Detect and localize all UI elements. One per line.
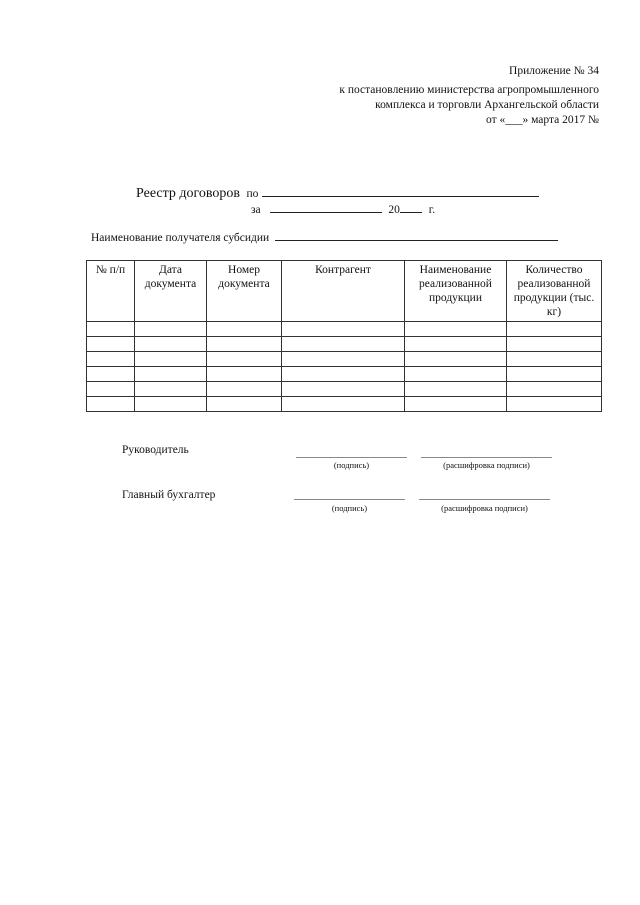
table-cell[interactable] bbox=[507, 367, 602, 382]
recipient-field[interactable] bbox=[275, 240, 558, 241]
table-row bbox=[87, 367, 602, 382]
table-cell[interactable] bbox=[282, 382, 405, 397]
registry-po-label: по bbox=[246, 188, 259, 200]
col-date-header: Дата документа bbox=[135, 261, 207, 322]
period-za-label: за bbox=[251, 204, 261, 216]
table-cell[interactable] bbox=[87, 322, 135, 337]
table-cell[interactable] bbox=[282, 367, 405, 382]
table-cell[interactable] bbox=[282, 337, 405, 352]
registry-title-row bbox=[136, 186, 539, 202]
head-decoding-line[interactable] bbox=[421, 457, 552, 458]
resolution-reference-line2: комплекса и торговли Архангельской области bbox=[375, 99, 599, 111]
col-product-name-header: Наименование реализованной продукции bbox=[405, 261, 507, 322]
col-doc-number-header: Номер документа bbox=[207, 261, 282, 322]
col-quantity-header: Количество реализованной продукции (тыс. кг) bbox=[507, 261, 602, 322]
table-cell[interactable] bbox=[507, 382, 602, 397]
year-field[interactable] bbox=[400, 212, 422, 213]
table-row bbox=[87, 322, 602, 337]
table-cell[interactable] bbox=[135, 337, 207, 352]
table-cell[interactable] bbox=[282, 352, 405, 367]
table-cell[interactable] bbox=[135, 352, 207, 367]
appendix-number: Приложение № 34 bbox=[509, 65, 599, 77]
resolution-reference-line1: к постановлению министерства агропромышленного bbox=[339, 84, 599, 96]
table-row bbox=[87, 382, 602, 397]
table-cell[interactable] bbox=[405, 322, 507, 337]
table-cell[interactable] bbox=[405, 382, 507, 397]
table-cell[interactable] bbox=[507, 322, 602, 337]
col-counterparty-header: Контрагент bbox=[282, 261, 405, 322]
table-cell[interactable] bbox=[207, 382, 282, 397]
registry-title: Реестр договоров bbox=[136, 186, 241, 201]
head-label: Руководитель bbox=[122, 444, 189, 456]
table-cell[interactable] bbox=[207, 322, 282, 337]
table-cell[interactable] bbox=[135, 397, 207, 412]
chief-decoding-caption: (расшифровка подписи) bbox=[441, 503, 528, 513]
recipient-row bbox=[91, 232, 558, 244]
period-field[interactable] bbox=[270, 212, 382, 213]
chief-signature-line[interactable] bbox=[294, 499, 405, 500]
table-cell[interactable] bbox=[87, 337, 135, 352]
head-decoding-caption: (расшифровка подписи) bbox=[443, 460, 530, 470]
year-suffix: г. bbox=[428, 204, 436, 216]
table-header-row bbox=[87, 261, 602, 322]
chief-decoding-line[interactable] bbox=[419, 499, 550, 500]
table-cell[interactable] bbox=[405, 367, 507, 382]
table-cell[interactable] bbox=[507, 397, 602, 412]
year-prefix: 20 bbox=[388, 204, 400, 216]
table-row bbox=[87, 397, 602, 412]
table-row bbox=[87, 352, 602, 367]
table-cell[interactable] bbox=[405, 397, 507, 412]
table-cell[interactable] bbox=[207, 352, 282, 367]
table-cell[interactable] bbox=[135, 322, 207, 337]
table-cell[interactable] bbox=[135, 367, 207, 382]
table-cell[interactable] bbox=[282, 322, 405, 337]
resolution-date-line: от «___» марта 2017 № bbox=[485, 114, 599, 126]
table-cell[interactable] bbox=[87, 367, 135, 382]
table-cell[interactable] bbox=[207, 337, 282, 352]
table-cell[interactable] bbox=[87, 382, 135, 397]
table-cell[interactable] bbox=[207, 397, 282, 412]
table-cell[interactable] bbox=[405, 352, 507, 367]
chief-signature-caption: (подпись) bbox=[331, 503, 368, 513]
table-cell[interactable] bbox=[282, 397, 405, 412]
head-signature-caption: (подпись) bbox=[333, 460, 370, 470]
period-row bbox=[251, 204, 435, 216]
table-cell[interactable] bbox=[507, 337, 602, 352]
table-cell[interactable] bbox=[87, 352, 135, 367]
registry-subject-field[interactable] bbox=[262, 196, 539, 197]
recipient-label: Наименование получателя субсидии bbox=[91, 232, 270, 244]
chief-accountant-label: Главный бухгалтер bbox=[122, 489, 216, 501]
col-number-header: № п/п bbox=[87, 261, 135, 322]
table-cell[interactable] bbox=[135, 382, 207, 397]
table-cell[interactable] bbox=[207, 367, 282, 382]
table-cell[interactable] bbox=[87, 397, 135, 412]
table-row bbox=[87, 337, 602, 352]
table-cell[interactable] bbox=[507, 352, 602, 367]
table-cell[interactable] bbox=[405, 337, 507, 352]
head-signature-line[interactable] bbox=[296, 457, 407, 458]
registry-table bbox=[86, 260, 602, 412]
